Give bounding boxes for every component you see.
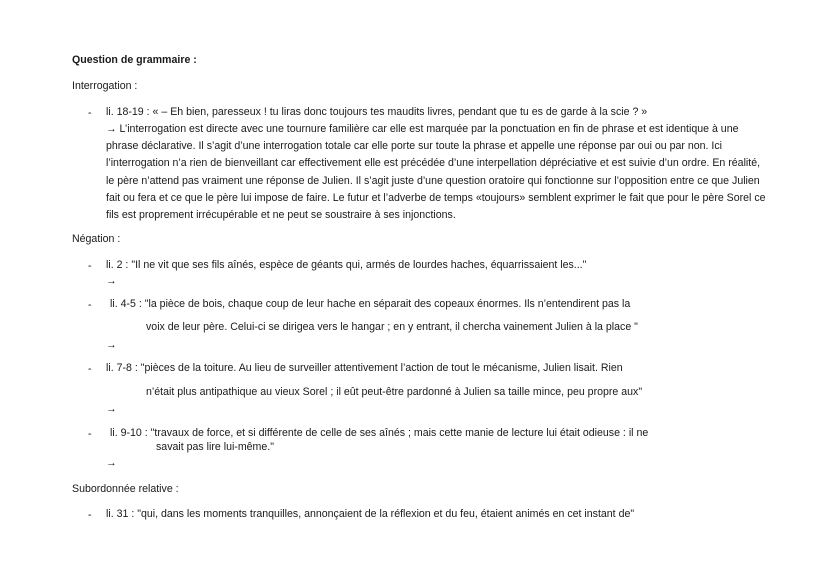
list-bullet: -: [88, 299, 92, 311]
arrow-icon: →: [106, 403, 117, 415]
section-label-relative: Subordonnée relative :: [72, 483, 179, 495]
quote-line: li. 18-19 : « – Eh bien, paresseux ! tu liras donc toujours tes maudits livres, pendant que tu es de garde à la scie ? »: [106, 106, 648, 118]
analysis-paragraph: → L’interrogation est directe avec une tournure familière car elle est marquée par la ponctuation en fin de phrase et est identique à une phrase déclarative. Il s’agit d’une interrogation totale car elle porte sur toute la phrase et appelle une réponse par oui ou par non. Ici l’interrogation n’a rien de bienveillant car effectivement elle est précédée d’une interpellation dépréciative et est suivie d’un ordre. En réalité, le père n’attend pas vraiment une réponse de Julien. Il s’agit juste d’une question oratoire qui fonctionne sur l’opposition entre ce que Julien fait ou fera et ce que le père lui impose de faire. Le futur et l’adverbe de temps «toujours» semblent exprimer le fait que pour le père Sorel ce fils est proprement irrécupérable et ne peut se soustraire à ses injonctions.: [106, 123, 766, 222]
section-label-interrogation: Interrogation :: [72, 80, 138, 92]
list-bullet: -: [88, 509, 92, 521]
quote-line: li. 4-5 : "la pièce de bois, chaque coup de leur hache en séparait des copeaux énormes. Ils n’entendirent pas la: [110, 298, 631, 310]
quote-line: li. 2 : "Il ne vit que ses fils aînés, espèce de géants qui, armés de lourdes haches, équarrissaient les...": [106, 259, 587, 271]
quote-line: li. 31 : "qui, dans les moments tranquilles, annonçaient de la réflexion et du feu, étaient animés en cet instant de": [106, 508, 635, 520]
arrow-icon: →: [106, 339, 117, 351]
list-bullet: -: [88, 260, 92, 272]
quote-line-continued: voix de leur père. Celui-ci se dirigea vers le hangar ; en y entrant, il chercha vainement Julien à la place ": [146, 321, 638, 333]
arrow-icon: →: [106, 275, 117, 287]
quote-line-continued: n’était plus antipathique au vieux Sorel ; il eût peut-être pardonné à Julien sa taille mince, peu propre aux": [146, 386, 643, 398]
page-title: Question de grammaire :: [72, 54, 197, 66]
quote-line: li. 9-10 : "travaux de force, et si différente de celle de ses aînés ; mais cette manie de lecture lui était odieuse : il ne: [110, 427, 649, 439]
arrow-icon: →: [106, 457, 117, 469]
list-bullet: -: [88, 107, 92, 119]
quote-line-continued: savait pas lire lui-même.": [156, 441, 274, 453]
list-bullet: -: [88, 428, 92, 440]
section-label-negation: Négation :: [72, 233, 121, 245]
list-bullet: -: [88, 363, 92, 375]
quote-line: li. 7-8 : "pièces de la toiture. Au lieu de surveiller attentivement l’action de tout le mécanisme, Julien lisait. Rien: [106, 362, 623, 374]
